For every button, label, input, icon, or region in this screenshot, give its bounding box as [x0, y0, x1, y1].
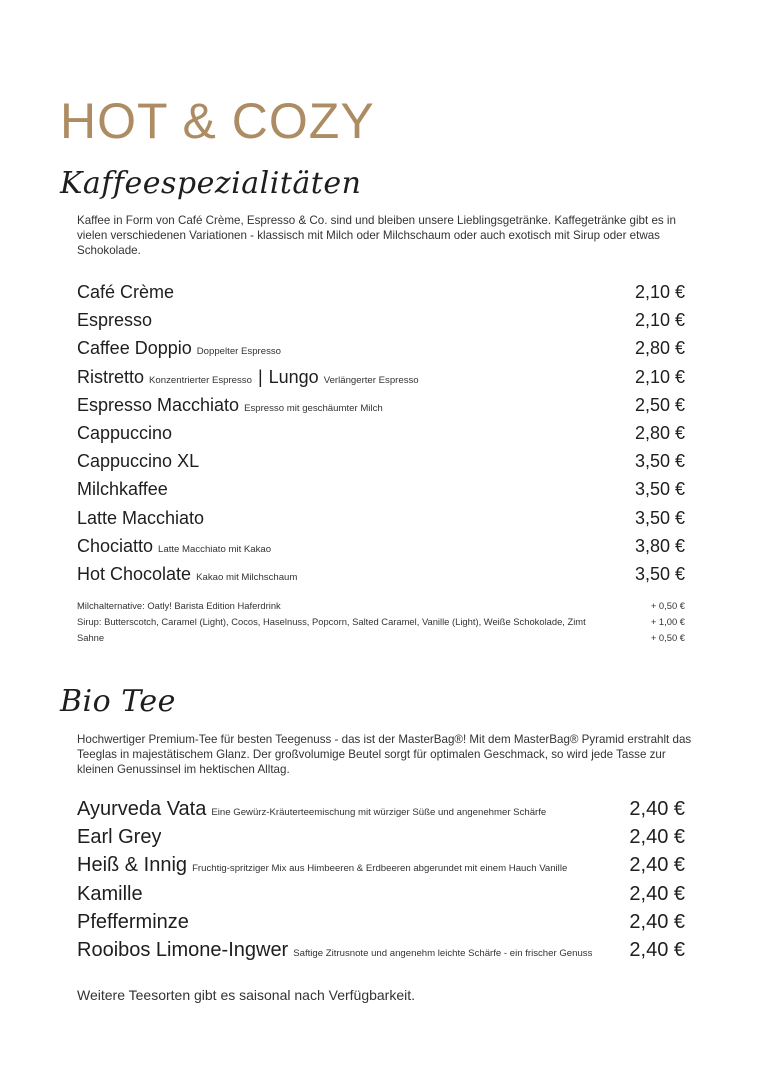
- item-name: Chociatto: [77, 535, 154, 556]
- item-name: Espresso: [77, 310, 153, 331]
- item-description: Kakao mit Milchschaum: [196, 571, 298, 583]
- tea-intro: Hochwertiger Premium-Tee für besten Teegenuss - das ist der MasterBag®! Mit dem MasterBag® Pyramid erstrahlt das Teeglas in majestätischem Glanz. Der großvolumige Beutel sorgt für optimalen Geschmack, so wird jede Tasse zur kleinen Genussinsel im hektischen Alltag.: [77, 733, 692, 776]
- menu-item: [77, 560, 685, 588]
- item-name: Espresso Macchiato: [77, 394, 240, 415]
- menu-item: [77, 363, 685, 391]
- item-price: 2,80 €: [634, 338, 685, 359]
- item-price: 3,50 €: [634, 507, 685, 528]
- menu-item: [77, 936, 685, 964]
- tea-footnote: Weitere Teesorten gibt es saisonal nach Verfügbarkeit.: [77, 987, 416, 1003]
- menu-item: [77, 306, 685, 334]
- menu-item: [77, 391, 685, 419]
- menu-item: [77, 880, 685, 908]
- item-name: Earl Grey: [77, 826, 162, 849]
- menu-item: [77, 908, 685, 936]
- extra-item: [77, 598, 685, 614]
- item-price: 2,40 €: [629, 798, 685, 820]
- extra-label: Milchalternative: Oatly! Barista Edition Haferdrink: [77, 600, 281, 611]
- item-name: Heiß & Innig: [77, 854, 188, 877]
- extra-item: [77, 614, 685, 630]
- item-description: Saftige Zitrusnote und angenehm leichte Schärfe - ein frischer Genuss: [293, 947, 593, 959]
- menu-item: [77, 823, 685, 851]
- item-price: 2,50 €: [634, 394, 685, 415]
- item-name: Ristretto: [77, 366, 145, 387]
- item-name: Rooibos Limone-Ingwer: [77, 938, 289, 961]
- coffee-intro: Kaffee in Form von Café Crème, Espresso & Co. sind und bleiben unsere Lieblingsgetränke. Kaffegetränke gibt es in vielen verschiedenen Variationen - klassisch mit Milch oder Milchschaum oder auch exotisch mit Sirup oder etwas Schokolade.: [77, 214, 676, 257]
- item-description: Latte Macchiato mit Kakao: [158, 543, 272, 555]
- item-price: 2,40 €: [629, 854, 685, 877]
- item-price: 3,50 €: [634, 451, 685, 472]
- extra-price: + 0,50 €: [650, 600, 685, 611]
- item-price: 2,10 €: [634, 310, 685, 331]
- item-separator: |: [257, 366, 263, 387]
- item-price: 2,10 €: [634, 282, 685, 302]
- menu-item: [77, 278, 685, 306]
- item-price: 3,50 €: [634, 563, 685, 584]
- tea-list: [77, 795, 685, 964]
- coffee-list: [77, 278, 685, 588]
- item-description: Fruchtig-spritziger Mix aus Himbeeren & Erdbeeren abgerundet mit einem Hauch Vanille: [192, 863, 568, 875]
- extra-price: + 1,00 €: [650, 616, 685, 627]
- item-price: 2,40 €: [629, 826, 685, 849]
- coffee-extras: [77, 598, 685, 646]
- item-price: 3,80 €: [634, 535, 685, 556]
- menu-item: [77, 447, 685, 475]
- item-price: 3,50 €: [634, 479, 685, 500]
- extra-price: + 0,50 €: [650, 632, 685, 643]
- item-name-secondary: Lungo: [268, 366, 319, 387]
- item-description-secondary: Verlängerter Espresso: [323, 374, 419, 386]
- extra-item: [77, 630, 685, 646]
- item-price: 2,40 €: [629, 910, 685, 933]
- item-description: Doppelter Espresso: [196, 346, 282, 358]
- menu-item: [77, 334, 685, 362]
- item-name: Caffee Doppio: [77, 338, 192, 359]
- item-name: Cappuccino XL: [77, 451, 200, 472]
- item-name: Cappuccino: [77, 422, 173, 443]
- item-name: Hot Chocolate: [77, 563, 192, 584]
- item-name: Pfefferminze: [77, 910, 189, 933]
- page-title: HOT & COZY: [60, 93, 375, 149]
- tea-heading: Bio Tee: [60, 684, 176, 719]
- item-name: Café Crème: [77, 282, 175, 302]
- menu-item: [77, 504, 685, 532]
- extra-label: Sirup: Butterscotch, Caramel (Light), Cocos, Haselnuss, Popcorn, Salted Caramel, Vanille (Light), Weiße Schokolade, Zimt: [77, 616, 586, 627]
- item-description: Konzentrierter Espresso: [149, 374, 252, 386]
- item-name: Latte Macchiato: [77, 507, 205, 528]
- item-price: 2,40 €: [629, 938, 685, 961]
- coffee-heading: Kaffeespezialitäten: [60, 166, 362, 201]
- item-price: 2,40 €: [629, 882, 685, 905]
- menu-item: [77, 795, 685, 823]
- menu-item: [77, 475, 685, 503]
- menu-item: [77, 851, 685, 879]
- item-name: Ayurveda Vata: [77, 798, 207, 820]
- item-description: Eine Gewürz-Kräuterteemischung mit würziger Süße und angenehmer Schärfe: [211, 807, 547, 818]
- item-price: 2,10 €: [634, 366, 685, 387]
- menu-item: [77, 532, 685, 560]
- item-price: 2,80 €: [634, 422, 685, 443]
- extra-label: Sahne: [77, 632, 105, 643]
- item-name: Kamille: [77, 882, 143, 905]
- item-name: Milchkaffee: [77, 479, 168, 500]
- item-description: Espresso mit geschäumter Milch: [244, 402, 383, 414]
- menu-item: [77, 419, 685, 447]
